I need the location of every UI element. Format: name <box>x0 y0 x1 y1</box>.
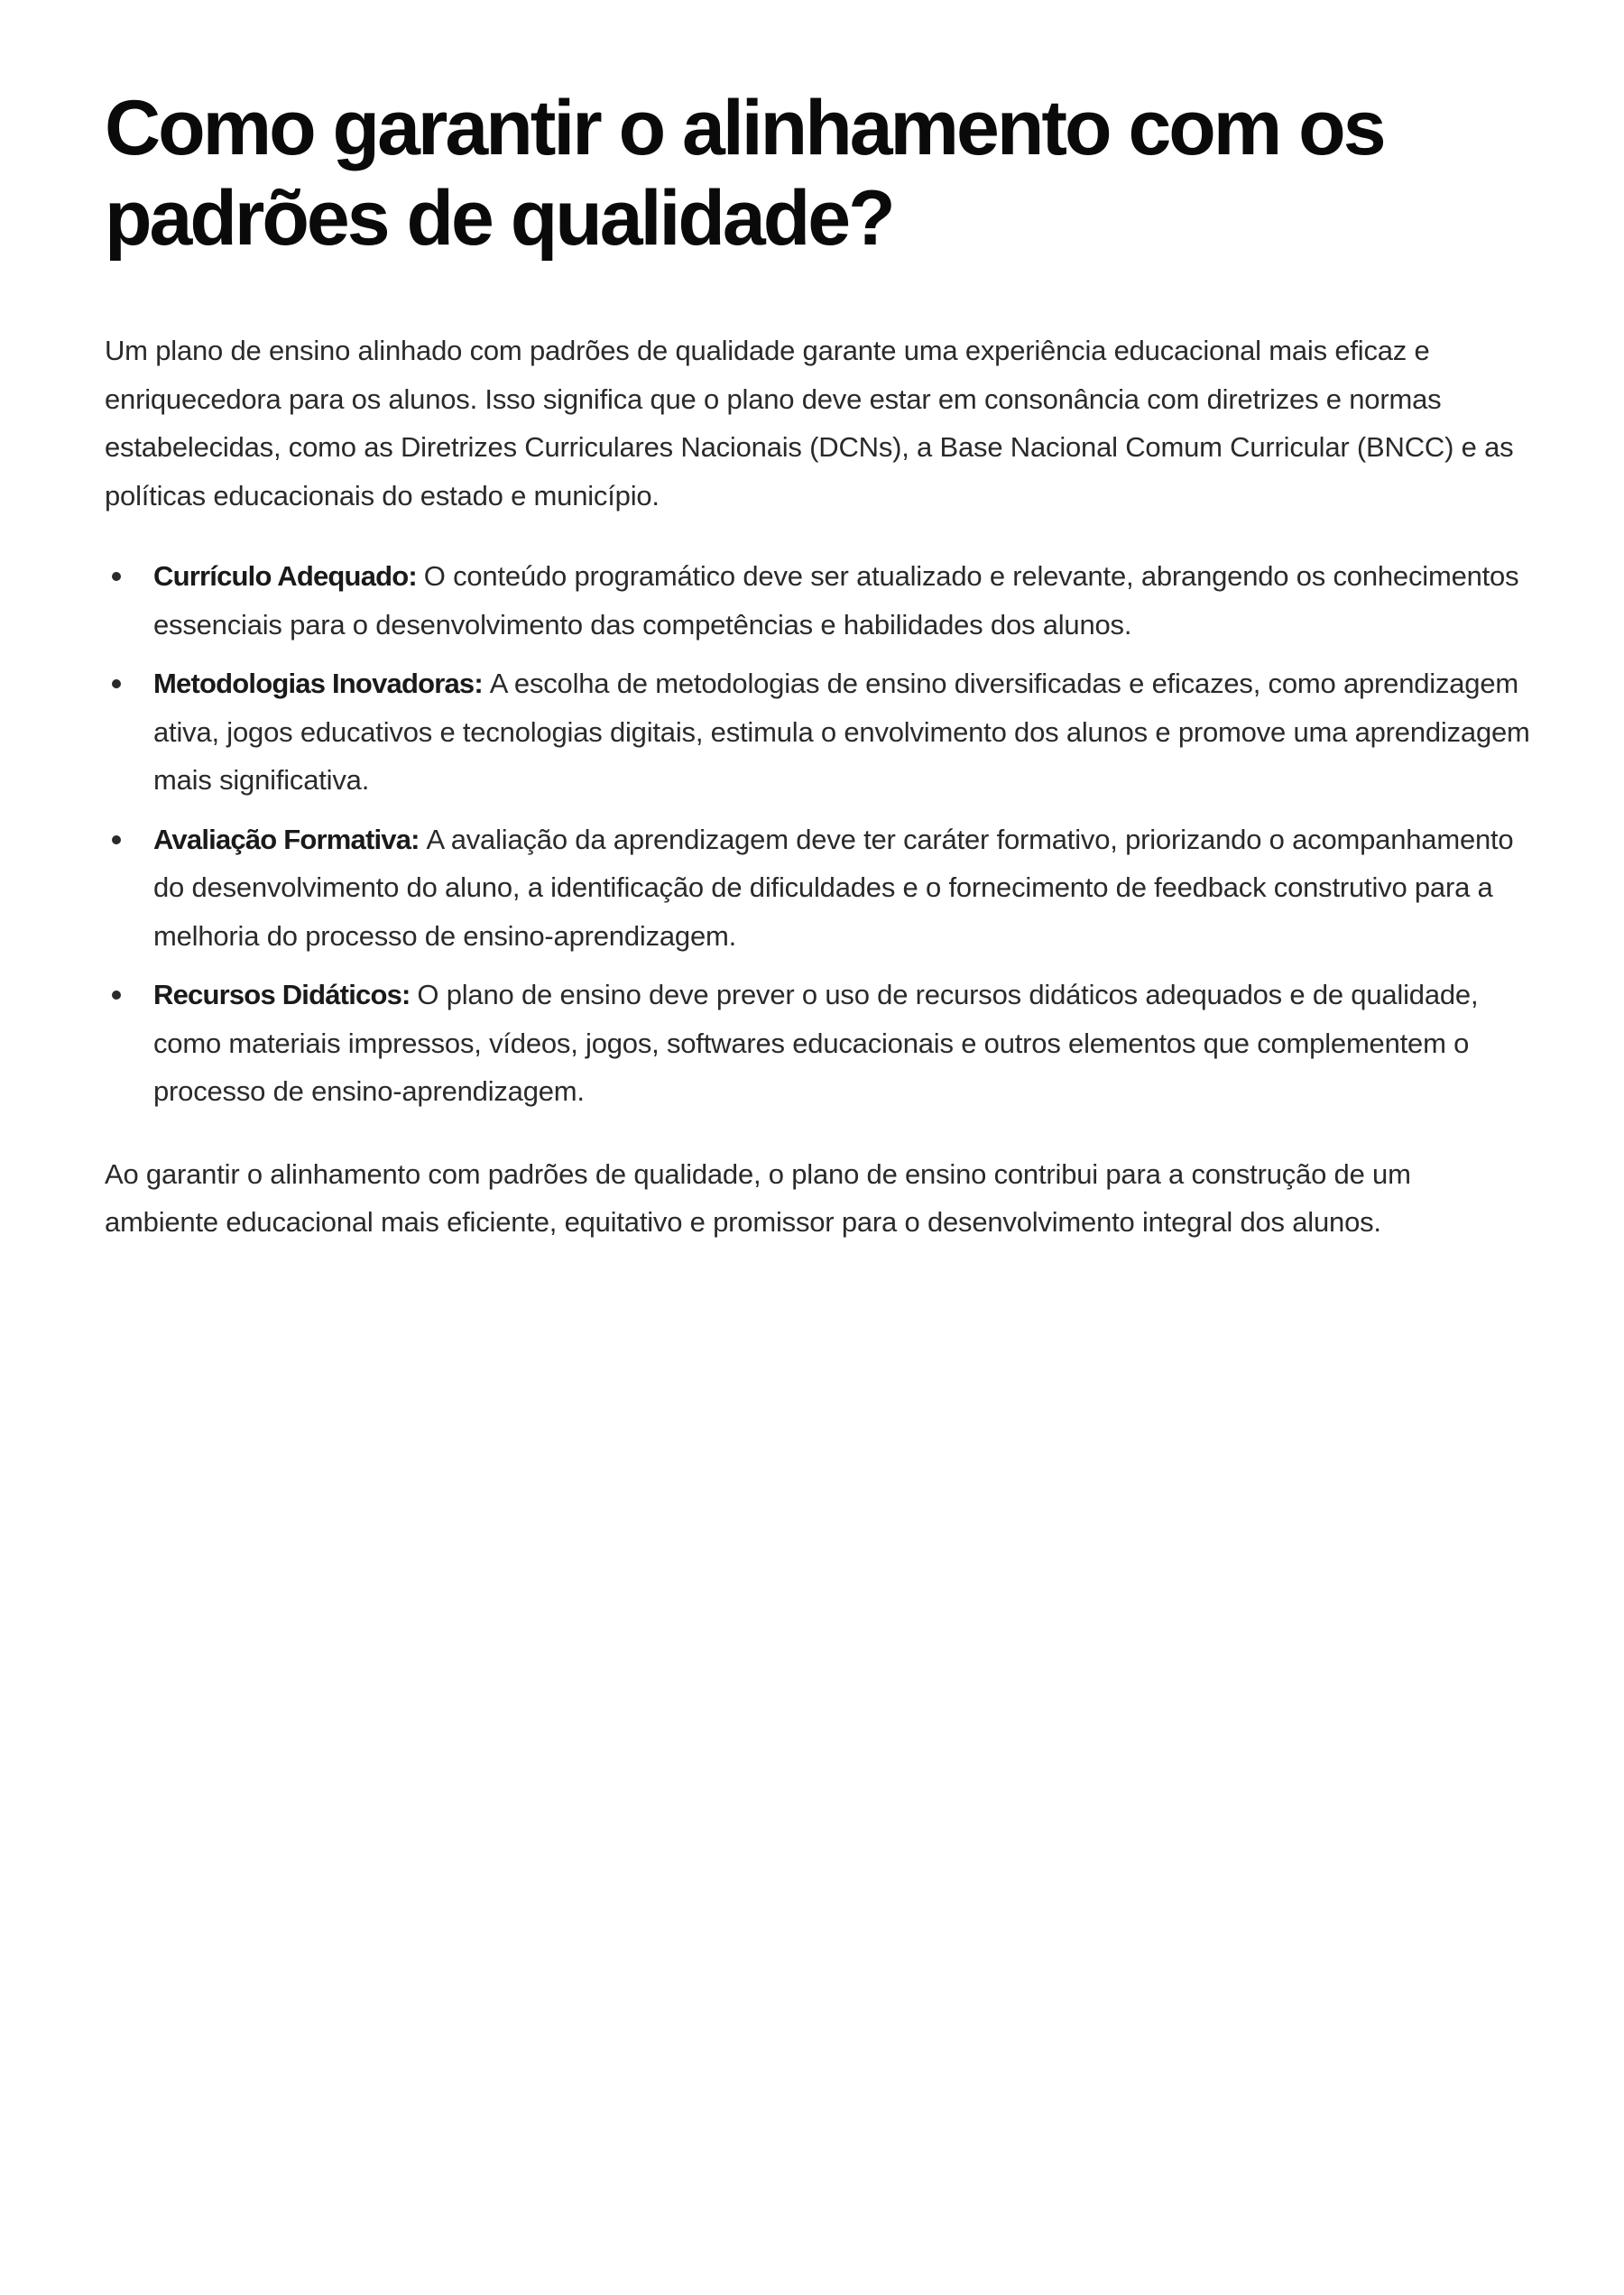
bullet-icon <box>112 835 121 844</box>
list-item <box>105 552 1530 649</box>
bullet-icon <box>112 679 121 688</box>
list-item <box>105 659 1530 805</box>
document-page <box>105 83 1530 1247</box>
bullet-term: Metodologias Inovadoras: <box>153 668 490 699</box>
bullet-icon <box>112 572 121 581</box>
bullet-list <box>105 552 1530 1116</box>
closing-paragraph: Ao garantir o alinhamento com padrões de qualidade, o plano de ensino contribui para a construção de um ambiente educacional mais eficiente, equitativo e promissor para o desenvolvimento integral dos alunos. <box>105 1157 1411 1238</box>
bullet-text: A escolha de metodologias de ensino diversificadas e eficazes, como aprendizagem ativa, jogos educativos e tecnologias digitais, estimula o envolvimento dos alunos e promove uma aprendizagem mais significativa. <box>153 668 1530 796</box>
bullet-text: O conteúdo programático deve ser atualizado e relevante, abrangendo os conhecimentos essenciais para o desenvolvimento das competências e habilidades dos alunos. <box>153 560 1519 641</box>
bullet-icon <box>112 991 121 1000</box>
intro-paragraph: Um plano de ensino alinhado com padrões de qualidade garante uma experiência educacional mais eficaz e enriquecedora para os alunos. Isso significa que o plano deve estar em consonância com diretrizes e normas estabelecidas, como as Diretrizes Curriculares Nacionais (DCNs), a Base Nacional Comum Curricular (BNCC) e as políticas educacionais do estado e município. <box>105 335 1514 512</box>
bullet-term: Recursos Didáticos: <box>153 979 418 1010</box>
page-title: Como garantir o alinhamento com os padrões de qualidade? <box>105 85 1384 262</box>
list-item <box>105 816 1530 961</box>
bullet-text: O plano de ensino deve prever o uso de recursos didáticos adequados e de qualidade, como materiais impressos, vídeos, jogos, softwares educacionais e outros elementos que complementem o processo de ensino-aprendizagem. <box>153 979 1479 1107</box>
bullet-term: Avaliação Formativa: <box>153 823 427 855</box>
bullet-text: A avaliação da aprendizagem deve ter caráter formativo, priorizando o acompanhamento do desenvolvimento do aluno, a identificação de dificuldades e o fornecimento de feedback construtivo para a melhoria do processo de ensino-aprendizagem. <box>153 823 1514 952</box>
bullet-term: Currículo Adequado: <box>153 560 424 592</box>
list-item <box>105 971 1530 1116</box>
